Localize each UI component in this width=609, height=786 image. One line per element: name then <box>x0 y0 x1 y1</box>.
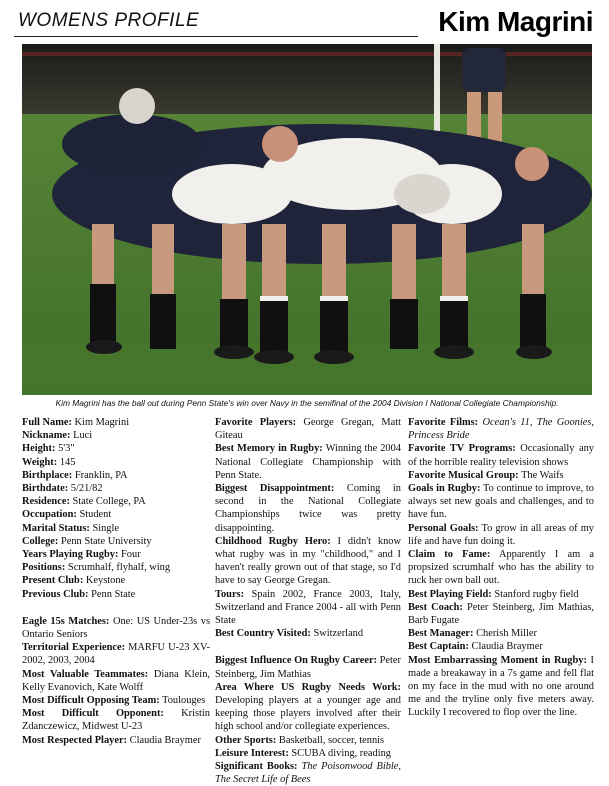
field-value: Claudia Braymer <box>129 734 201 746</box>
field-label: College: <box>22 535 59 547</box>
field-label: Best Country Visited: <box>215 628 311 640</box>
field-label: Goals in Rugby: <box>408 483 481 495</box>
field-label: Leisure Interest: <box>215 747 289 759</box>
field-label: Height: <box>22 443 56 455</box>
photo-illustration <box>22 44 592 395</box>
field-label: Favorite Musical Group: <box>408 469 519 481</box>
field-label: Most Respected Player: <box>22 734 128 746</box>
profile-field <box>22 588 210 601</box>
profile-column-3 <box>408 416 594 720</box>
profile-field <box>215 416 401 442</box>
field-value: Spain 2002, France 2003, Italy, Switzerland and France 2004 - all with Penn State <box>215 588 401 627</box>
profile-field <box>22 508 210 521</box>
profile-field <box>408 469 594 482</box>
field-value: MARFU U-23 XV- 2002, 2003, 2004 <box>22 642 210 667</box>
field-label: Favorite Players: <box>215 417 297 428</box>
field-label: Tours: <box>215 588 245 600</box>
profile-field <box>22 429 210 442</box>
field-value: 145 <box>59 456 76 468</box>
field-value: Diana Klein, Kelly Evanovich, Kate Wolff <box>22 668 210 693</box>
profile-field <box>408 522 594 548</box>
field-value: Penn State University <box>60 535 152 547</box>
profile-field <box>215 588 401 628</box>
profile-field <box>22 456 210 469</box>
field-label: Biggest Influence On Rugby Career: <box>215 655 378 667</box>
profile-column-1 <box>22 416 210 747</box>
field-label: Best Playing Field: <box>408 588 492 600</box>
field-label: Biggest Disappointment: <box>215 483 335 495</box>
profile-field <box>22 734 210 747</box>
field-value: Stanford rugby field <box>494 588 579 600</box>
field-label: Weight: <box>22 456 58 468</box>
field-label: Full Name: <box>22 417 72 428</box>
profile-field <box>215 734 401 747</box>
profile-field <box>215 627 401 640</box>
profile-field <box>22 694 210 707</box>
profile-field <box>215 681 401 734</box>
field-value: Claudia Braymer <box>471 641 543 653</box>
field-value: George Gregan, Matt Giteau <box>215 417 401 442</box>
field-label: Birthdate: <box>22 483 69 495</box>
profile-field <box>408 640 594 653</box>
section-spacer <box>215 640 401 654</box>
field-value: Single <box>92 522 119 534</box>
profile-field <box>408 601 594 627</box>
field-label: Claim to Fame: <box>408 549 491 561</box>
field-value: SCUBA diving, reading <box>291 747 391 759</box>
field-label: Present Club: <box>22 575 84 587</box>
field-label: Best Captain: <box>408 641 469 653</box>
profile-field <box>22 522 210 535</box>
field-value: Peter Steinberg, Jim Mathias, Barb Fugate <box>408 601 594 627</box>
profile-field <box>215 442 401 482</box>
field-value: To continue to improve, to always set new goals and challenges, and to have fun. <box>408 483 594 521</box>
profile-field <box>22 495 210 508</box>
field-value: 5'3" <box>58 443 75 455</box>
field-value: Ocean's 11, The Goonies, Princess Bride <box>408 417 594 442</box>
field-value: Kim Magrini <box>74 417 130 428</box>
field-label: Birthplace: <box>22 469 73 481</box>
profile-field <box>22 442 210 455</box>
profile-field <box>408 654 594 720</box>
profile-field <box>215 535 401 588</box>
field-value: I didn't know what rugby was in my "childhood," and I haven't really grown out of that stage, so I'd have to say George Gregan. <box>215 535 401 587</box>
photo-caption: Kim Magrini has the ball out during Penn State's win over Navy in the semifinal of the 2004 Division I National Collegiate Championship. <box>55 398 559 408</box>
profile-column-2 <box>215 416 401 786</box>
profile-field <box>408 588 594 601</box>
field-label: Eagle 15s Matches: <box>22 615 110 627</box>
field-value: Franklin, PA <box>74 469 128 481</box>
section-label: WOMENS PROFILE <box>18 10 200 31</box>
field-label: Favorite Films: <box>408 417 479 428</box>
profile-field <box>22 482 210 495</box>
field-label: Best Memory in Rugby: <box>215 443 323 455</box>
field-label: Occupation: <box>22 509 77 521</box>
field-value: Toulouges <box>162 695 206 707</box>
field-label: Positions: <box>22 562 66 574</box>
field-value: 5/21/82 <box>70 483 103 495</box>
field-label: Previous Club: <box>22 588 89 600</box>
header-rule <box>14 36 418 37</box>
rugby-scrum-photo <box>22 44 592 395</box>
field-value: Cherish Miller <box>476 628 538 640</box>
field-label: Years Playing Rugby: <box>22 549 119 561</box>
profile-field <box>408 548 594 588</box>
field-value: State College, PA <box>72 496 146 508</box>
field-value: Occasionally any of the horrible reality television shows <box>408 443 594 468</box>
field-value: Apparently I am a propsized scrumhalf who has the ability to ruck her own ball out. <box>408 549 594 587</box>
field-value: The Waifs <box>521 469 564 481</box>
profile-field <box>22 535 210 548</box>
field-value: Basketball, soccer, tennis <box>278 734 385 746</box>
field-value: Student <box>79 509 112 521</box>
field-label: Most Difficult Opponent: <box>22 708 164 720</box>
field-label: Favorite TV Programs: <box>408 443 516 455</box>
profile-field <box>22 548 210 561</box>
field-value: I made a breakaway in a 7s game and fell flat on my face in the mud with no one around me and the tryline only five meters away. Luckily I recovered to flop over the line. <box>408 654 594 719</box>
profile-field <box>22 561 210 574</box>
field-label: Territorial Experience: <box>22 642 126 654</box>
field-label: Nickname: <box>22 430 71 442</box>
profile-field <box>215 760 401 786</box>
field-label: Other Sports: <box>215 734 277 746</box>
profile-field <box>22 416 210 429</box>
field-label: Most Embarrassing Moment in Rugby: <box>408 654 587 666</box>
field-label: Personal Goals: <box>408 522 479 534</box>
profile-field <box>408 416 594 442</box>
field-label: Area Where US Rugby Needs Work: <box>215 681 401 693</box>
page-header <box>14 6 595 42</box>
profile-field <box>22 707 210 733</box>
field-value: To grow in all areas of my life and have fun doing it. <box>408 522 594 547</box>
profile-field <box>408 442 594 468</box>
field-value: Luci <box>73 430 93 442</box>
field-value: Winning the 2004 National Collegiate Championship with Penn State. <box>215 443 401 481</box>
field-label: Best Manager: <box>408 628 474 640</box>
field-value: Kristin Zdanczewicz, Midwest U-23 <box>22 708 210 733</box>
field-value: Scrumhalf, flyhalf, wing <box>67 562 171 574</box>
player-name-title: Kim Magrini <box>438 6 593 37</box>
profile-field <box>22 668 210 694</box>
profile-field <box>215 654 401 680</box>
field-value: Penn State <box>91 588 136 600</box>
field-value: Keystone <box>85 575 126 587</box>
field-label: Most Difficult Opposing Team: <box>22 695 160 707</box>
field-value: Peter Steinberg, Jim Mathias <box>215 655 401 680</box>
section-spacer <box>22 601 210 615</box>
profile-field <box>22 574 210 587</box>
profile-field <box>22 615 210 641</box>
profile-field <box>408 627 594 640</box>
profile-field <box>22 641 210 667</box>
field-value: Four <box>121 549 141 561</box>
field-value: The Poisonwood Bible, The Secret Life of Bees <box>215 761 401 786</box>
field-value: Switzerland <box>313 628 364 640</box>
field-label: Childhood Rugby Hero: <box>215 535 331 547</box>
field-label: Significant Books: <box>215 761 298 773</box>
profile-field <box>22 469 210 482</box>
field-value: One: US Under-23s vs Ontario Seniors <box>22 615 211 641</box>
field-value: Developing players at a younger age and keeping those players involved after their high school and/or collegiate experiences. <box>215 695 401 733</box>
field-label: Most Valuable Teammates: <box>22 668 149 680</box>
field-label: Residence: <box>22 496 70 508</box>
profile-field <box>408 482 594 522</box>
field-label: Marital Status: <box>22 522 90 534</box>
profile-field <box>215 482 401 535</box>
field-label: Best Coach: <box>408 601 463 613</box>
profile-field <box>215 747 401 760</box>
field-value: Coming in second in the National Collegiate Championships twice was pretty disappointing. <box>215 483 401 534</box>
